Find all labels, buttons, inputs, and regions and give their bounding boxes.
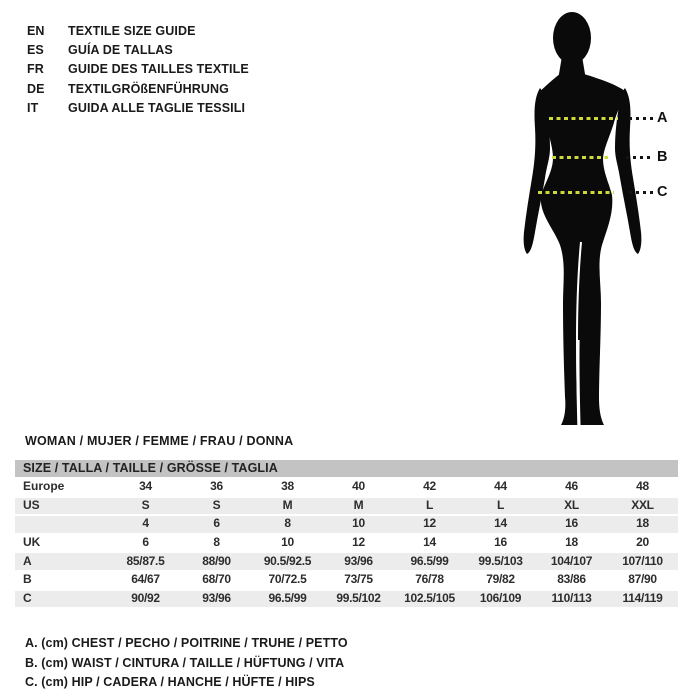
- size-value: 34: [139, 479, 152, 494]
- size-value: 106/109: [479, 590, 522, 605]
- size-value: 79/82: [486, 572, 515, 587]
- table-row: [15, 533, 678, 552]
- silhouette-right-arm: [615, 88, 641, 254]
- size-value: 46: [565, 479, 578, 494]
- language-code: ES: [27, 42, 44, 57]
- size-value: 87/90: [628, 572, 657, 587]
- silhouette-body: [538, 74, 626, 425]
- size-value: 70/72.5: [268, 572, 307, 587]
- table-row: [15, 477, 678, 496]
- size-value: 104/107: [550, 553, 593, 568]
- size-value: 10: [281, 535, 294, 550]
- size-value: 88/90: [202, 553, 231, 568]
- table-row: [15, 551, 678, 570]
- size-value: 12: [423, 516, 436, 531]
- table-row: [15, 589, 678, 608]
- measure-legend: [25, 634, 348, 693]
- row-label: B: [23, 572, 32, 587]
- size-value: 18: [636, 516, 649, 531]
- size-value: 18: [565, 535, 578, 550]
- size-value: XXL: [631, 497, 654, 512]
- language-title-list: [27, 21, 249, 117]
- size-value: 68/70: [202, 572, 231, 587]
- size-value: 99.5/102: [336, 590, 381, 605]
- table-row: [15, 496, 678, 515]
- hip-dash-leader: [629, 191, 654, 194]
- waist-dash-on-body: [552, 156, 608, 159]
- language-title: GUIDE DES TAILLES TEXTILE: [68, 62, 249, 77]
- size-value: 10: [352, 516, 365, 531]
- size-value: 96.5/99: [410, 553, 449, 568]
- language-code: EN: [27, 23, 45, 38]
- size-value: 102.5/105: [404, 590, 455, 605]
- hip-dash-on-body: [538, 191, 614, 194]
- language-row: [27, 79, 249, 98]
- size-value: 96.5/99: [268, 590, 307, 605]
- size-value: 90/92: [131, 590, 160, 605]
- language-code: IT: [27, 100, 39, 115]
- size-value: 12: [352, 535, 365, 550]
- row-label: A: [23, 553, 32, 568]
- size-value: 85/87.5: [126, 553, 165, 568]
- size-value: 42: [423, 479, 436, 494]
- size-value: 14: [494, 516, 507, 531]
- size-value: 40: [352, 479, 365, 494]
- size-table-body: [15, 477, 678, 607]
- size-value: 36: [210, 479, 223, 494]
- size-value: 83/86: [557, 572, 586, 587]
- woman-silhouette-figure: [460, 0, 700, 440]
- language-row: [27, 60, 249, 79]
- size-value: L: [425, 497, 434, 512]
- table-row: [15, 570, 678, 589]
- size-value: 48: [636, 479, 649, 494]
- size-value: 90.5/92.5: [263, 553, 312, 568]
- measure-letter-c: C: [657, 184, 668, 200]
- size-value: 64/67: [131, 572, 160, 587]
- size-value: 6: [142, 535, 149, 550]
- language-code: DE: [27, 81, 45, 96]
- size-value: S: [212, 497, 221, 512]
- size-value: 107/110: [622, 553, 663, 568]
- waist-dash-leader: [626, 156, 651, 159]
- chest-dash-leader: [629, 117, 654, 120]
- size-value: 93/96: [202, 590, 231, 605]
- size-value: 110/113: [551, 590, 592, 605]
- gender-heading: WOMAN / MUJER / FEMME / FRAU / DONNA: [25, 434, 294, 448]
- silhouette-ankle-gap: [578, 340, 579, 428]
- chest-dash-on-body: [549, 117, 618, 120]
- size-value: 44: [494, 479, 507, 494]
- language-title: TEXTILGRÖßENFÜHRUNG: [68, 81, 229, 96]
- size-value: 8: [284, 516, 291, 531]
- size-value: 114/119: [622, 590, 663, 605]
- legend-line-hip: C. (cm) HIP / CADERA / HANCHE / HÜFTE / HIPS: [25, 675, 315, 689]
- row-label: US: [23, 497, 40, 512]
- size-value: 20: [636, 535, 649, 550]
- measure-letter-a: A: [657, 110, 668, 126]
- table-row: [15, 514, 678, 533]
- silhouette-left-arm: [524, 88, 550, 254]
- size-table-header: SIZE / TALLA / TAILLE / GRÖSSE / TAGLIA: [15, 460, 678, 477]
- size-value: 16: [565, 516, 578, 531]
- size-value: 38: [281, 479, 294, 494]
- size-value: S: [141, 497, 150, 512]
- size-value: 14: [423, 535, 436, 550]
- size-value: 4: [142, 516, 149, 531]
- legend-line-waist: B. (cm) WAIST / CINTURA / TAILLE / HÜFTUNG / VITA: [25, 655, 345, 670]
- row-label: UK: [23, 535, 41, 550]
- size-value: 16: [494, 535, 507, 550]
- language-row: [27, 21, 249, 40]
- language-row: [27, 98, 249, 117]
- language-title: GUÍA DE TALLAS: [68, 42, 173, 57]
- size-value: 93/96: [344, 553, 373, 568]
- language-title: GUIDA ALLE TAGLIE TESSILI: [68, 100, 246, 115]
- language-row: [27, 40, 249, 59]
- row-label: C: [23, 590, 32, 605]
- row-label: Europe: [23, 479, 65, 494]
- measure-letter-b: B: [657, 149, 668, 165]
- size-value: 76/78: [415, 572, 444, 587]
- language-title: TEXTILE SIZE GUIDE: [68, 23, 196, 38]
- size-value: 8: [213, 535, 220, 550]
- size-value: 73/75: [344, 572, 373, 587]
- legend-line-chest: A. (cm) CHEST / PECHO / POITRINE / TRUHE / PETTO: [25, 636, 348, 650]
- size-value: L: [496, 497, 505, 512]
- size-value: 99.5/103: [478, 553, 523, 568]
- language-code: FR: [27, 62, 44, 77]
- size-value: M: [282, 497, 293, 512]
- size-table: [15, 460, 678, 607]
- size-value: 6: [213, 516, 220, 531]
- size-value: XL: [564, 497, 579, 512]
- size-value: M: [353, 497, 364, 512]
